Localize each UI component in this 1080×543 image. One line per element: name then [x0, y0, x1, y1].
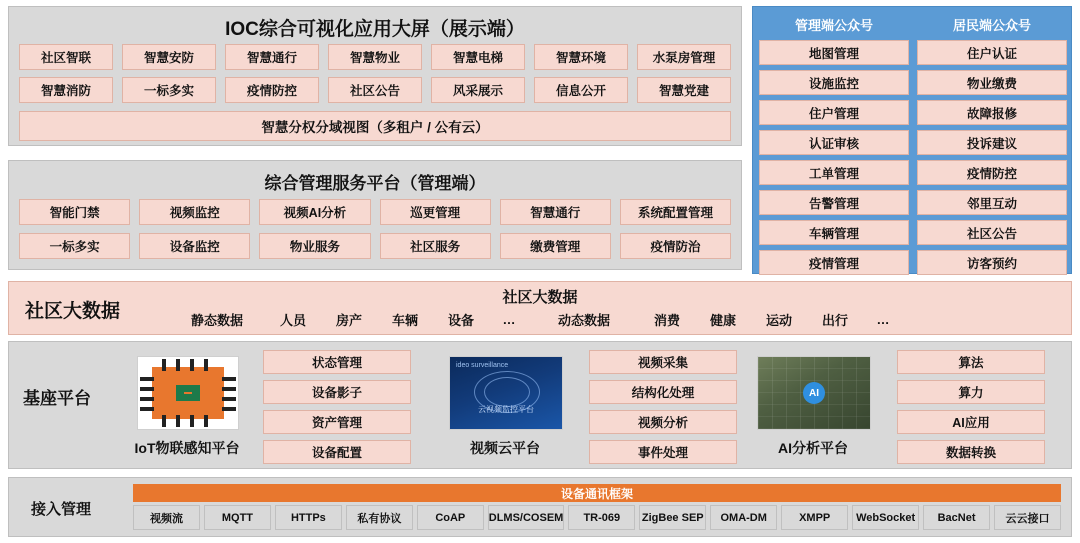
management-platform-panel: [8, 160, 742, 270]
protocol-item[interactable]: WebSocket: [852, 505, 919, 530]
management-item[interactable]: 智能门禁: [19, 199, 130, 225]
static-data-item: 设备: [447, 313, 474, 328]
static-data-item: …: [502, 312, 516, 327]
admin-menu-item[interactable]: 工单管理: [759, 160, 909, 185]
admin-menu-item[interactable]: 认证审核: [759, 130, 909, 155]
ioc-item[interactable]: 社区公告: [328, 77, 422, 103]
dynamic-data-item: 消费: [653, 313, 680, 328]
admin-menu-item[interactable]: 车辆管理: [759, 220, 909, 245]
management-item[interactable]: 缴费管理: [500, 233, 611, 259]
admin-menu-item[interactable]: 住户管理: [759, 100, 909, 125]
management-item[interactable]: 智慧通行: [500, 199, 611, 225]
bigdata-title: 社区大数据: [502, 289, 578, 306]
management-item[interactable]: 物业服务: [259, 233, 370, 259]
iot-feature-item[interactable]: 设备影子: [263, 380, 411, 404]
resident-menu-item[interactable]: 住户认证: [917, 40, 1067, 65]
bigdata-items: [169, 310, 1061, 329]
management-item[interactable]: 一标多实: [19, 233, 130, 259]
video-feature-stack: [589, 350, 737, 470]
ai-feature-stack: [897, 350, 1045, 470]
ioc-item[interactable]: 智慧党建: [637, 77, 731, 103]
management-item[interactable]: 视频AI分析: [259, 199, 370, 225]
dynamic-data-item: 出行: [821, 313, 848, 328]
ioc-row-2: [19, 77, 731, 103]
iot-feature-item[interactable]: 资产管理: [263, 410, 411, 434]
admin-menu-item[interactable]: 地图管理: [759, 40, 909, 65]
resident-menu-item[interactable]: 故障报修: [917, 100, 1067, 125]
ioc-item[interactable]: 智慧物业: [328, 44, 422, 70]
resident-menu-item[interactable]: 邻里互动: [917, 190, 1067, 215]
base-platform-label: 基座平台: [23, 389, 91, 408]
public-accounts-panel: [752, 6, 1072, 274]
resident-menu-item[interactable]: 社区公告: [917, 220, 1067, 245]
ioc-item[interactable]: 信息公开: [534, 77, 628, 103]
access-management-panel: [8, 477, 1072, 537]
ai-feature-item[interactable]: AI应用: [897, 410, 1045, 434]
community-bigdata-panel: [8, 281, 1072, 335]
dynamic-data-item: 健康: [709, 313, 736, 328]
iot-feature-stack: [263, 350, 411, 470]
ai-analysis-image: [757, 356, 871, 430]
video-feature-item[interactable]: 视频分析: [589, 410, 737, 434]
admin-public-account-column: [759, 13, 909, 280]
ai-platform-caption: AI分析平台: [778, 440, 848, 456]
protocol-item[interactable]: DLMS/COSEM: [488, 505, 565, 530]
admin-menu-item[interactable]: 疫情管理: [759, 250, 909, 275]
ioc-item[interactable]: 智慧消防: [19, 77, 113, 103]
management-platform-title: 综合管理服务平台（管理端）: [264, 174, 486, 193]
management-item[interactable]: 疫情防治: [620, 233, 731, 259]
resident-menu-item[interactable]: 物业缴费: [917, 70, 1067, 95]
protocol-item[interactable]: TR-069: [568, 505, 635, 530]
static-data-item: 房产: [335, 313, 362, 328]
video-platform-caption: 视频云平台: [470, 440, 540, 456]
ioc-panel: [8, 6, 742, 146]
resident-public-account-header: 居民端公众号: [952, 17, 1031, 33]
video-image-caption: 云视频监控平台: [478, 405, 534, 414]
ioc-item[interactable]: 风采展示: [431, 77, 525, 103]
protocol-row: [133, 505, 1061, 530]
ioc-item[interactable]: 一标多实: [122, 77, 216, 103]
static-data-item: 车辆: [391, 313, 418, 328]
management-item[interactable]: 巡更管理: [380, 199, 491, 225]
protocol-item[interactable]: ZigBee SEP: [639, 505, 706, 530]
ai-feature-item[interactable]: 数据转换: [897, 440, 1045, 464]
ioc-item[interactable]: 水泵房管理: [637, 44, 731, 70]
access-management-label: 接入管理: [31, 501, 92, 518]
base-platform-panel: [8, 341, 1072, 469]
management-row-2: [19, 233, 731, 259]
management-item[interactable]: 社区服务: [380, 233, 491, 259]
ioc-row-1: [19, 44, 731, 70]
ioc-item[interactable]: 疫情防控: [225, 77, 319, 103]
video-feature-item[interactable]: 结构化处理: [589, 380, 737, 404]
video-feature-item[interactable]: 视频采集: [589, 350, 737, 374]
ioc-multitenant-view[interactable]: 智慧分权分域视图（多租户 / 公有云）: [19, 111, 731, 141]
dynamic-data-item: …: [876, 312, 890, 327]
iot-feature-item[interactable]: 设备配置: [263, 440, 411, 464]
ioc-item[interactable]: 社区智联: [19, 44, 113, 70]
iot-platform-caption: IoT物联感知平台: [134, 440, 240, 456]
iot-chip-image: [137, 356, 239, 430]
ai-feature-item[interactable]: 算法: [897, 350, 1045, 374]
video-feature-item[interactable]: 事件处理: [589, 440, 737, 464]
resident-menu-item[interactable]: 疫情防控: [917, 160, 1067, 185]
management-item[interactable]: 系统配置管理: [620, 199, 731, 225]
management-item[interactable]: 设备监控: [139, 233, 250, 259]
resident-menu-item[interactable]: 投诉建议: [917, 130, 1067, 155]
iot-feature-item[interactable]: 状态管理: [263, 350, 411, 374]
protocol-item[interactable]: 云云接口: [994, 505, 1061, 530]
ioc-item[interactable]: 智慧通行: [225, 44, 319, 70]
management-row-1: [19, 199, 731, 225]
static-data-item: 人员: [279, 313, 306, 328]
protocol-item[interactable]: CoAP: [417, 505, 484, 530]
protocol-item[interactable]: 私有协议: [346, 505, 413, 530]
ioc-item[interactable]: 智慧环境: [534, 44, 628, 70]
ioc-title: IOC综合可视化应用大屏（展示端）: [225, 19, 525, 40]
ai-badge: AI: [803, 382, 825, 404]
ioc-item[interactable]: 智慧安防: [122, 44, 216, 70]
resident-public-account-column: [917, 13, 1067, 280]
video-image-top-text: ideo surveillance: [456, 362, 509, 369]
static-data-label: 静态数据: [190, 313, 243, 328]
video-cloud-image: [449, 356, 563, 430]
protocol-item[interactable]: XMPP: [781, 505, 848, 530]
ai-feature-item[interactable]: 算力: [897, 380, 1045, 404]
admin-public-account-header: 管理端公众号: [794, 17, 873, 33]
protocol-item[interactable]: HTTPs: [275, 505, 342, 530]
protocol-item[interactable]: BacNet: [923, 505, 990, 530]
dynamic-data-item: 运动: [765, 313, 792, 328]
bigdata-side-label: 社区大数据: [25, 301, 121, 322]
protocol-item[interactable]: OMA-DM: [710, 505, 777, 530]
protocol-item[interactable]: 视频流: [133, 505, 200, 530]
device-communication-framework-bar: 设备通讯框架: [133, 484, 1061, 502]
management-item[interactable]: 视频监控: [139, 199, 250, 225]
dynamic-data-label: 动态数据: [557, 313, 610, 328]
protocol-item[interactable]: MQTT: [204, 505, 271, 530]
resident-menu-item[interactable]: 访客预约: [917, 250, 1067, 275]
admin-menu-item[interactable]: 告警管理: [759, 190, 909, 215]
ioc-item[interactable]: 智慧电梯: [431, 44, 525, 70]
admin-menu-item[interactable]: 设施监控: [759, 70, 909, 95]
